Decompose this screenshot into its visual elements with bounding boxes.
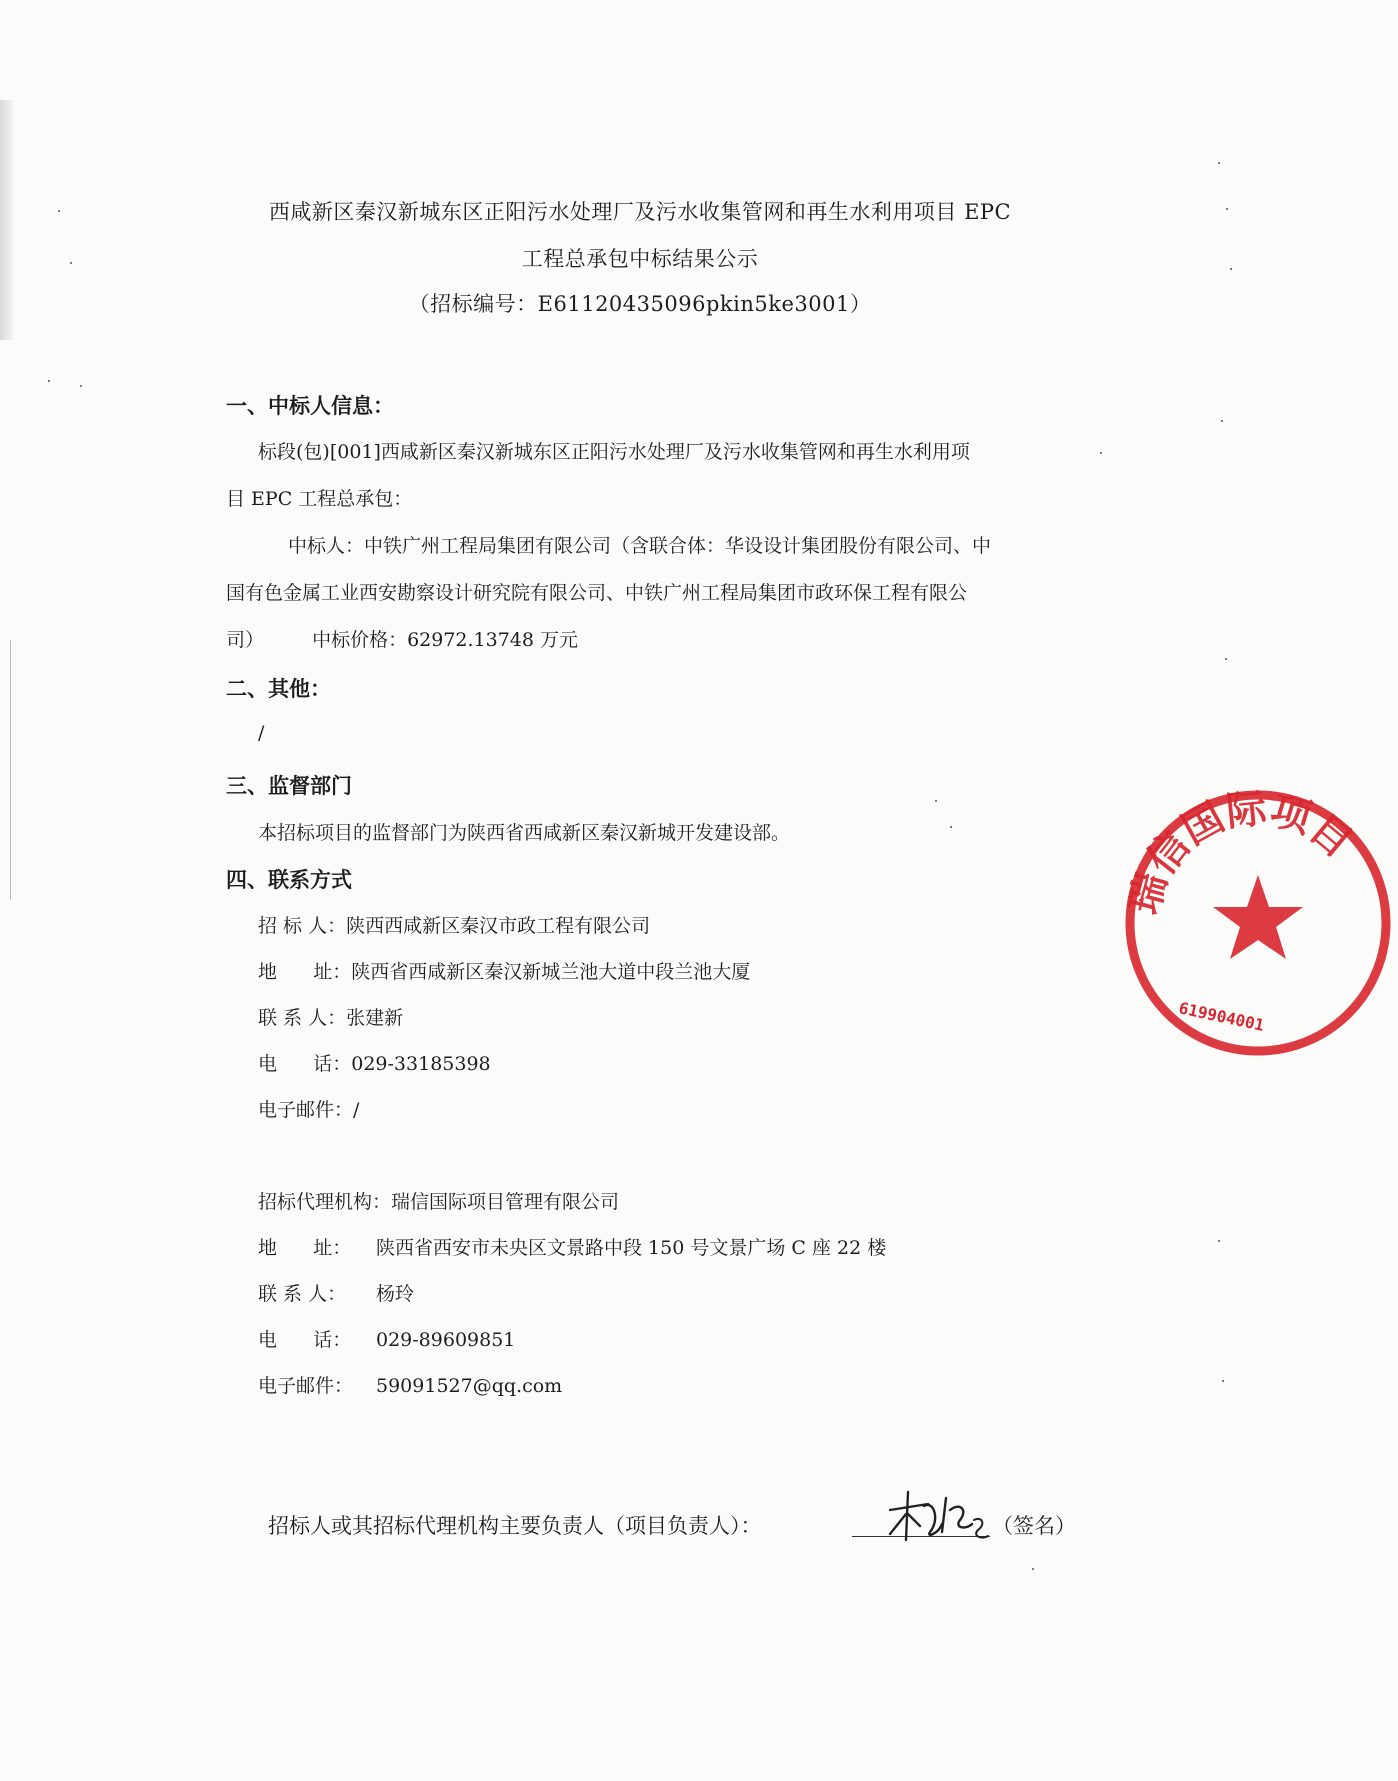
section3-heading: 三、监督部门 [226, 774, 352, 798]
agency-email-label: 电子邮件： [258, 1375, 354, 1397]
tenderer-address-row [258, 957, 750, 984]
company-seal [1118, 783, 1398, 1063]
tenderer-address: 陕西省西咸新区秦汉新城兰池大道中段兰池大厦 [351, 961, 751, 983]
scan-speck [1230, 268, 1232, 270]
agency-email-row [258, 1371, 562, 1398]
svg-text:瑞信国际项目 [1121, 786, 1360, 919]
agency-phone-label: 电 话： [258, 1329, 352, 1351]
agency-email: 59091527@qq.com [376, 1375, 563, 1397]
section1-winner-line3 [226, 625, 578, 652]
tenderer-name: 陕西西咸新区秦汉市政工程有限公司 [346, 915, 651, 937]
scan-speck [1226, 208, 1228, 210]
section2-heading: 二、其他： [226, 677, 331, 701]
agency-contact-label: 联 系 人： [258, 1283, 347, 1305]
agency-name-row [258, 1187, 619, 1214]
scan-speck [1221, 420, 1223, 422]
scan-speck [935, 800, 937, 802]
section4-heading: 四、联系方式 [226, 868, 352, 892]
tenderer-contact-label: 联 系 人： [258, 1007, 347, 1029]
seal-code: 619904001 [1177, 998, 1266, 1035]
agency-address-row [258, 1233, 886, 1260]
document-title-line1: 西咸新区秦汉新城东区正阳污水处理厂及污水收集管网和再生水利用项目 EPC [268, 200, 1012, 224]
scan-speck [1100, 452, 1102, 454]
section2-content: / [258, 722, 265, 744]
tenderer-email-label: 电子邮件： [258, 1099, 354, 1121]
scan-speck [950, 826, 952, 828]
scan-speck [70, 262, 72, 264]
scan-speck [1032, 1568, 1034, 1570]
scan-speck [58, 210, 60, 212]
agency-contact-row [258, 1279, 414, 1306]
scan-shadow [0, 100, 14, 340]
scan-speck [1218, 1240, 1220, 1242]
scan-speck [80, 385, 82, 387]
agency-address-label: 地 址： [258, 1237, 352, 1259]
handwritten-signature [868, 1480, 1008, 1550]
scan-edge-line [10, 640, 11, 900]
section1-winner-line2: 国有色金属工业西安勘察设计研究院有限公司、中铁广州工程局集团市政环保工程有限公 [226, 582, 968, 604]
section1-lot-line1: 标段(包)[001]西咸新区秦汉新城东区正阳污水处理厂及污水收集管网和再生水利用项 [258, 441, 970, 463]
section1-winner-line1: 中标人：中铁广州工程局集团有限公司（含联合体：华设设计集团股份有限公司、中 [288, 535, 992, 557]
signature-suffix: （签名） [992, 1514, 1076, 1538]
scan-speck [1222, 1380, 1224, 1382]
seal-text: 瑞信国际项目 [1121, 785, 1361, 920]
agency-address: 陕西省西安市未央区文景路中段 150 号文景广场 C 座 22 楼 [376, 1237, 887, 1259]
scan-speck [1218, 162, 1220, 164]
agency-name: 瑞信国际项目管理有限公司 [391, 1191, 620, 1213]
tenderer-phone-label: 电 话： [258, 1053, 352, 1075]
agency-name-label: 招标代理机构： [258, 1191, 392, 1213]
tenderer-name-label: 招 标 人： [258, 915, 347, 937]
tenderer-phone: 029-33185398 [351, 1053, 491, 1075]
section3-content: 本招标项目的监督部门为陕西省西咸新区秦汉新城开发建设部。 [258, 822, 791, 844]
winning-price: 中标价格：62972.13748 万元 [312, 629, 579, 651]
tenderer-email: / [353, 1099, 360, 1121]
scan-speck [1225, 658, 1227, 660]
tenderer-address-label: 地 址： [258, 961, 352, 983]
tenderer-email-row [258, 1095, 359, 1122]
agency-phone-row [258, 1325, 515, 1352]
document-title-line2: 工程总承包中标结果公示 [521, 247, 759, 271]
section1-heading: 一、中标人信息： [226, 394, 394, 418]
section1-lot-line2: 目 EPC 工程总承包： [226, 488, 413, 510]
tenderer-contact-row [258, 1003, 403, 1030]
scan-speck [48, 380, 50, 382]
agency-phone: 029-89609851 [376, 1329, 516, 1351]
tenderer-phone-row [258, 1049, 491, 1076]
tenderer-contact: 张建新 [346, 1007, 404, 1029]
section1-winner-end: 司） [226, 629, 265, 651]
tenderer-name-row [258, 911, 650, 938]
bid-number: （招标编号：E61120435096pkin5ke3001） [408, 292, 872, 316]
agency-contact: 杨玲 [376, 1283, 415, 1305]
signature-label: 招标人或其招标代理机构主要负责人（项目负责人）： [268, 1514, 762, 1538]
